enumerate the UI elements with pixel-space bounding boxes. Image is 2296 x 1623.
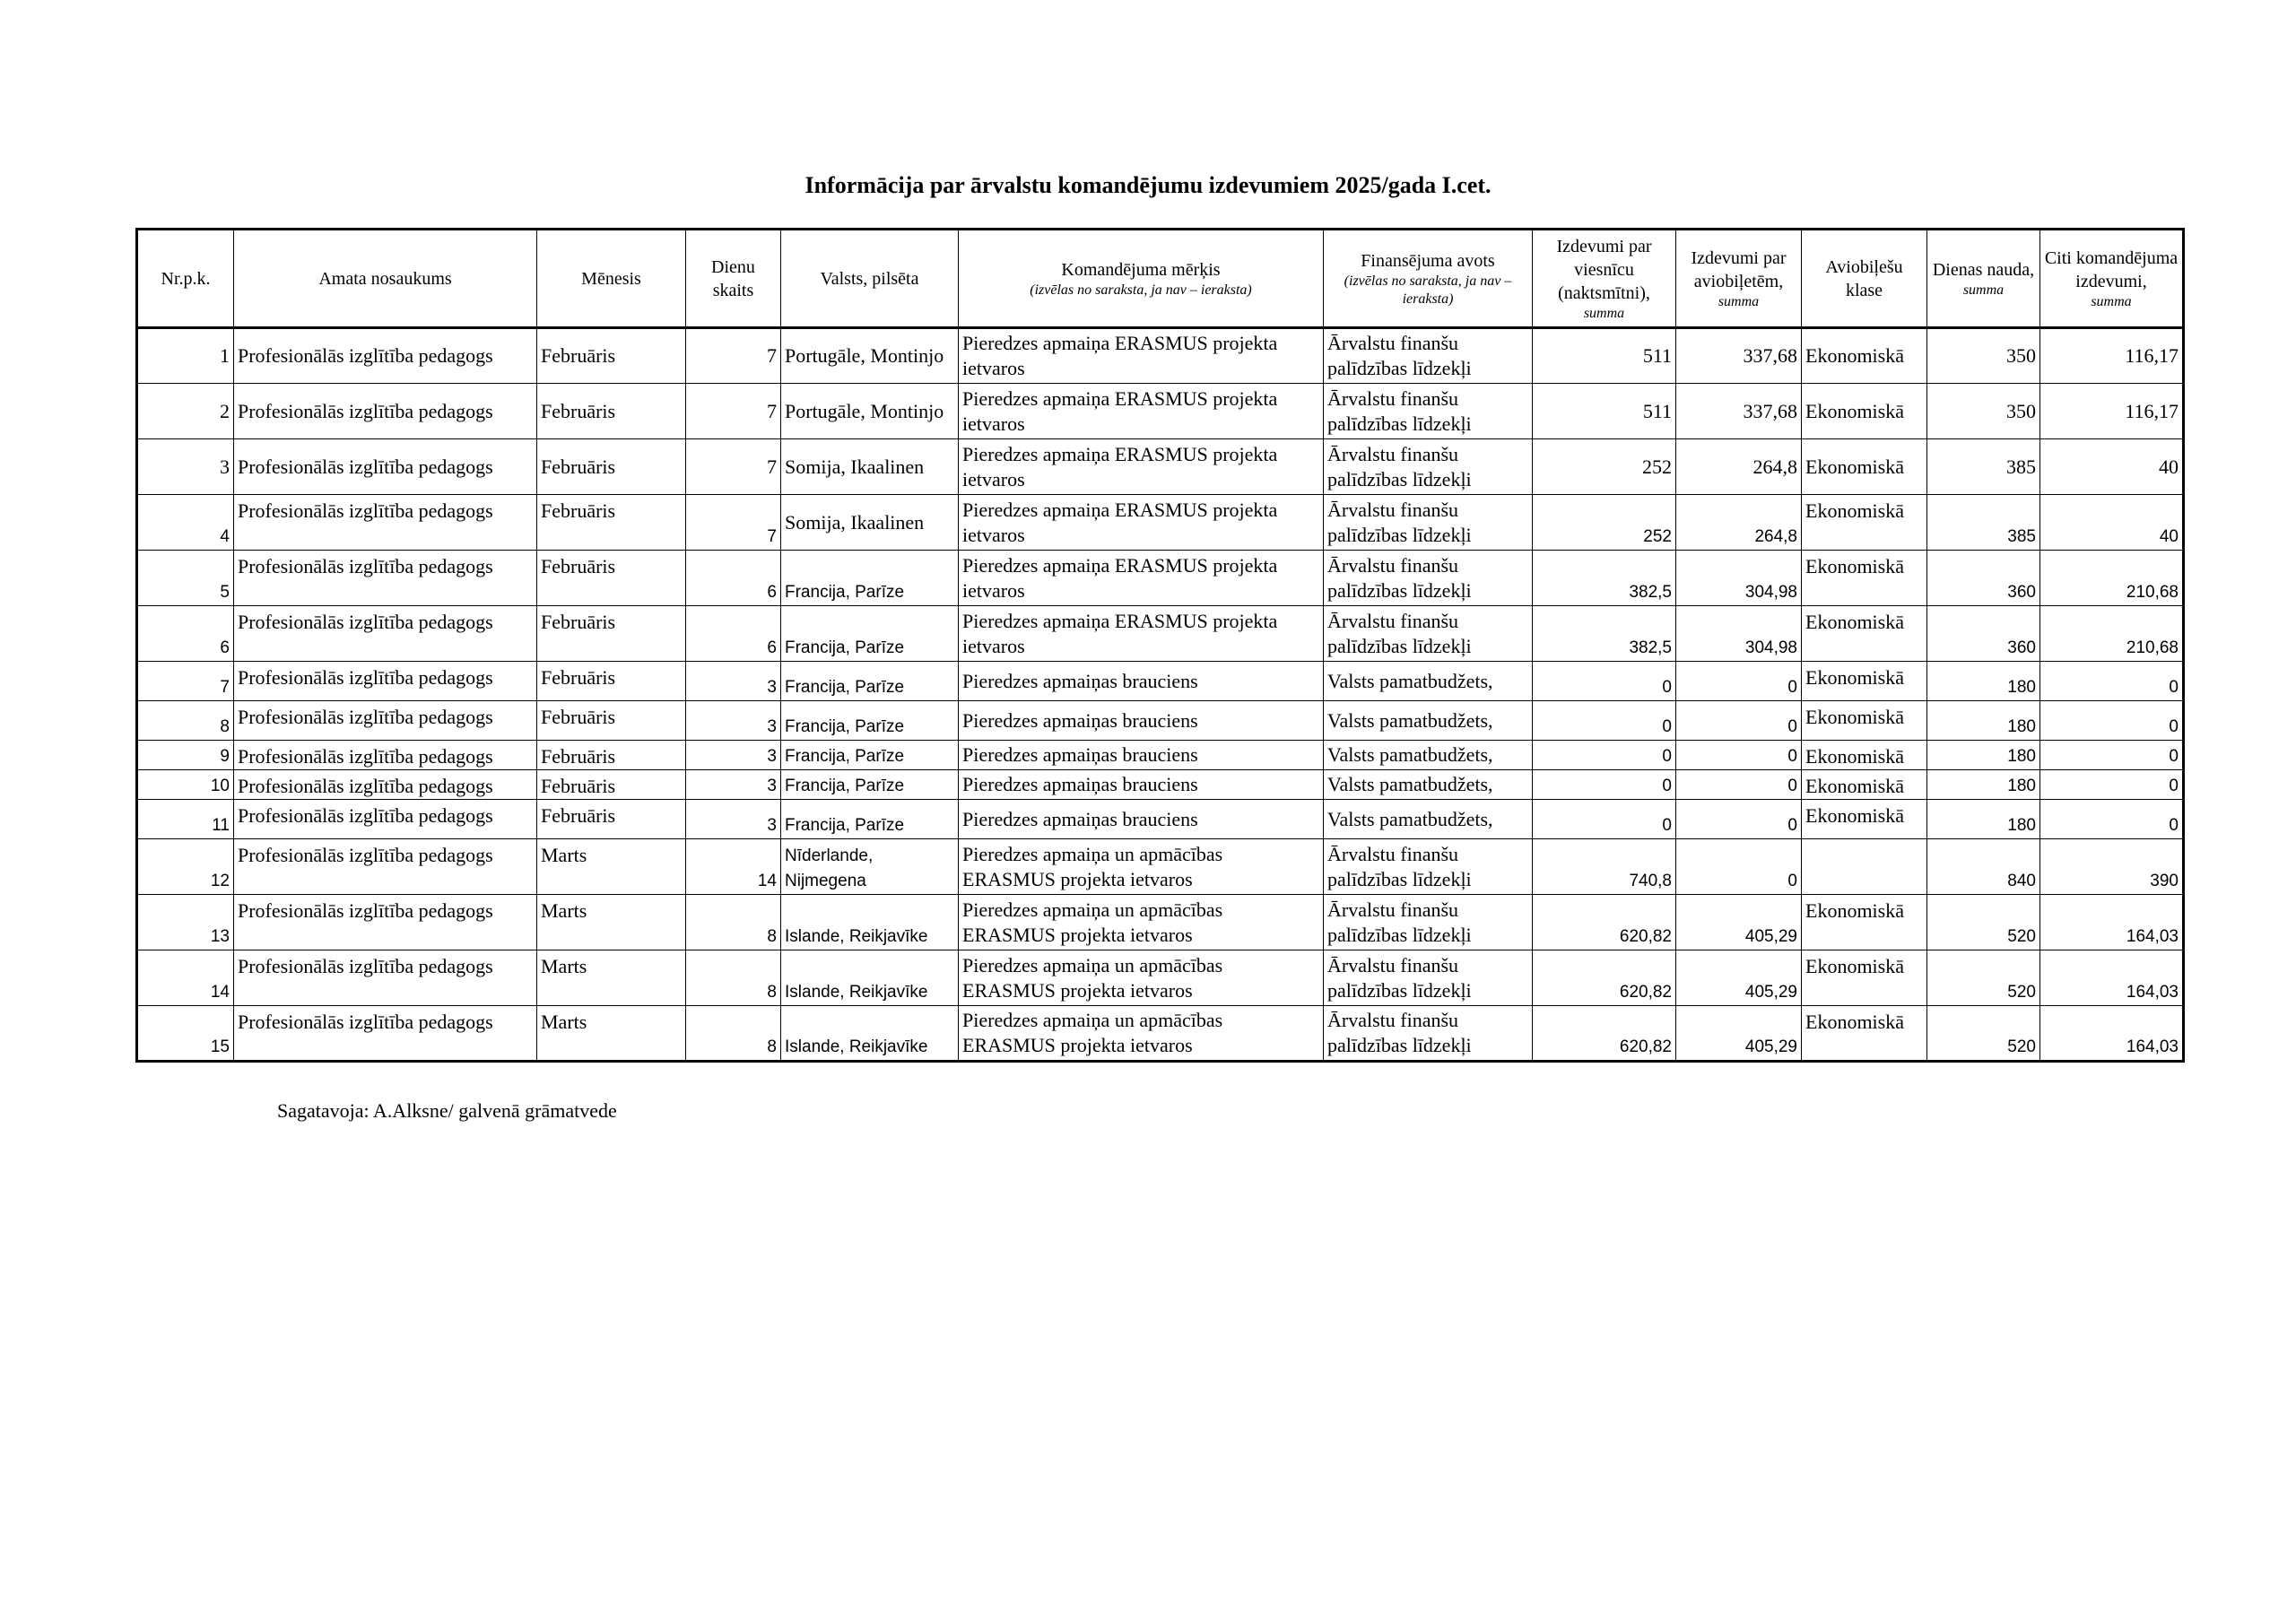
cell-amats: Profesionālās izglītība pedagogs: [234, 770, 537, 800]
cell-citi: 40: [2040, 439, 2184, 495]
cell-viesnica: 0: [1533, 662, 1676, 701]
cell-dienasnauda: 385: [1927, 495, 2040, 551]
header-valsts: Valsts, pilsēta: [781, 230, 959, 328]
cell-merkis: Pieredzes apmaiņa un apmācības ERASMUS projekta ietvaros: [959, 1006, 1324, 1062]
cell-valsts: Francija, Parīze: [781, 701, 959, 741]
cell-aviobiletes: 337,68: [1676, 384, 1802, 439]
cell-nr: 3: [137, 439, 234, 495]
table-row: [137, 606, 2184, 662]
table-row: [137, 701, 2184, 741]
cell-aviobiletes: 405,29: [1676, 895, 1802, 950]
cell-dienasnauda: 520: [1927, 895, 2040, 950]
cell-nr: 15: [137, 1006, 234, 1062]
cell-viesnica: 252: [1533, 495, 1676, 551]
cell-aviobiletes: 304,98: [1676, 606, 1802, 662]
header-dienasnauda-note: summa: [1962, 282, 2005, 298]
cell-avots: Ārvalstu finanšu palīdzības līdzekļi: [1324, 606, 1533, 662]
table-row: [137, 328, 2184, 384]
cell-aviobiletes: 264,8: [1676, 495, 1802, 551]
header-avots: [1324, 230, 1533, 328]
cell-viesnica: 511: [1533, 384, 1676, 439]
cell-citi: 0: [2040, 741, 2184, 770]
cell-merkis: Pieredzes apmaiņa un apmācības ERASMUS projekta ietvaros: [959, 950, 1324, 1006]
cell-menesis: Februāris: [537, 384, 686, 439]
cell-dienasnauda: 360: [1927, 606, 2040, 662]
cell-aviobiletes: 0: [1676, 770, 1802, 800]
cell-nr: 1: [137, 328, 234, 384]
cell-nr: 14: [137, 950, 234, 1006]
header-dienasnauda-label: Dienas nauda,: [1932, 259, 2035, 280]
cell-citi: 116,17: [2040, 384, 2184, 439]
cell-viesnica: 620,82: [1533, 1006, 1676, 1062]
header-citi-note: summa: [2091, 293, 2132, 309]
cell-viesnica: 252: [1533, 439, 1676, 495]
cell-nr: 8: [137, 701, 234, 741]
cell-dienas: 7: [686, 384, 781, 439]
cell-aviobiletes: 405,29: [1676, 950, 1802, 1006]
cell-valsts: Somija, Ikaalinen: [781, 439, 959, 495]
cell-viesnica: 620,82: [1533, 950, 1676, 1006]
cell-viesnica: 0: [1533, 741, 1676, 770]
cell-merkis: Pieredzes apmaiņa un apmācības ERASMUS projekta ietvaros: [959, 839, 1324, 895]
cell-viesnica: 0: [1533, 800, 1676, 839]
cell-merkis: Pieredzes apmaiņa ERASMUS projekta ietvaros: [959, 495, 1324, 551]
header-merkis-note: (izvēlas no saraksta, ja nav – ieraksta): [1030, 282, 1252, 298]
header-aviobiletes-note: summa: [1718, 293, 1760, 309]
cell-amats: Profesionālās izglītība pedagogs: [234, 800, 537, 839]
table-row: [137, 895, 2184, 950]
cell-valsts: Francija, Parīze: [781, 800, 959, 839]
cell-amats: Profesionālās izglītība pedagogs: [234, 950, 537, 1006]
cell-nr: 9: [137, 741, 234, 770]
cell-menesis: Februāris: [537, 551, 686, 606]
header-viesnica-note: summa: [1583, 305, 1625, 321]
cell-klase: Ekonomiskā: [1802, 384, 1927, 439]
cell-nr: 5: [137, 551, 234, 606]
cell-menesis: Februāris: [537, 606, 686, 662]
header-row: [137, 230, 2184, 328]
cell-avots: Ārvalstu finanšu palīdzības līdzekļi: [1324, 328, 1533, 384]
cell-valsts: Islande, Reikjavīke: [781, 950, 959, 1006]
cell-menesis: Februāris: [537, 328, 686, 384]
table-row: [137, 839, 2184, 895]
table-row: [137, 384, 2184, 439]
cell-amats: Profesionālās izglītība pedagogs: [234, 839, 537, 895]
cell-merkis: Pieredzes apmaiņas brauciens: [959, 800, 1324, 839]
cell-menesis: Marts: [537, 950, 686, 1006]
cell-avots: Ārvalstu finanšu palīdzības līdzekļi: [1324, 495, 1533, 551]
cell-valsts: Islande, Reikjavīke: [781, 1006, 959, 1062]
cell-nr: 13: [137, 895, 234, 950]
cell-aviobiletes: 405,29: [1676, 1006, 1802, 1062]
cell-merkis: Pieredzes apmaiņas brauciens: [959, 701, 1324, 741]
cell-dienasnauda: 385: [1927, 439, 2040, 495]
header-merkis: [959, 230, 1324, 328]
cell-klase: Ekonomiskā: [1802, 950, 1927, 1006]
cell-dienasnauda: 520: [1927, 950, 2040, 1006]
cell-dienasnauda: 520: [1927, 1006, 2040, 1062]
cell-citi: 0: [2040, 770, 2184, 800]
cell-klase: Ekonomiskā: [1802, 895, 1927, 950]
cell-citi: 0: [2040, 800, 2184, 839]
cell-merkis: Pieredzes apmaiņa ERASMUS projekta ietvaros: [959, 606, 1324, 662]
header-aviobiletes: [1676, 230, 1802, 328]
table-body: [137, 328, 2184, 1062]
cell-dienasnauda: 180: [1927, 741, 2040, 770]
cell-nr: 10: [137, 770, 234, 800]
cell-amats: Profesionālās izglītība pedagogs: [234, 439, 537, 495]
cell-amats: Profesionālās izglītība pedagogs: [234, 701, 537, 741]
table-row: [137, 770, 2184, 800]
cell-valsts: Francija, Parīze: [781, 662, 959, 701]
cell-amats: Profesionālās izglītība pedagogs: [234, 606, 537, 662]
cell-dienas: 7: [686, 328, 781, 384]
cell-amats: Profesionālās izglītība pedagogs: [234, 895, 537, 950]
cell-menesis: Februāris: [537, 800, 686, 839]
cell-valsts: Portugāle, Montinjo: [781, 328, 959, 384]
cell-klase: Ekonomiskā: [1802, 606, 1927, 662]
cell-dienas: 8: [686, 1006, 781, 1062]
cell-valsts: Francija, Parīze: [781, 770, 959, 800]
prepared-by: Sagatavoja: A.Alksne/ galvenā grāmatvede: [277, 1099, 617, 1122]
cell-viesnica: 740,8: [1533, 839, 1676, 895]
cell-citi: 40: [2040, 495, 2184, 551]
cell-valsts: Francija, Parīze: [781, 606, 959, 662]
page-title: Informācija par ārvalstu komandējumu izdevumiem 2025/gada I.cet.: [804, 172, 1492, 198]
table-row: [137, 950, 2184, 1006]
cell-amats: Profesionālās izglītība pedagogs: [234, 1006, 537, 1062]
cell-valsts: Nīderlande, Nijmegena: [781, 839, 959, 895]
cell-dienasnauda: 350: [1927, 384, 2040, 439]
cell-menesis: Februāris: [537, 741, 686, 770]
cell-dienas: 3: [686, 662, 781, 701]
header-avots-note: (izvēlas no saraksta, ja nav – ieraksta): [1344, 273, 1512, 307]
header-amats: Amata nosaukums: [234, 230, 537, 328]
cell-dienasnauda: 180: [1927, 662, 2040, 701]
cell-avots: Ārvalstu finanšu palīdzības līdzekļi: [1324, 1006, 1533, 1062]
cell-menesis: Marts: [537, 895, 686, 950]
table-row: [137, 551, 2184, 606]
cell-avots: Valsts pamatbudžets,: [1324, 770, 1533, 800]
cell-citi: 390: [2040, 839, 2184, 895]
cell-viesnica: 620,82: [1533, 895, 1676, 950]
cell-avots: Ārvalstu finanšu palīdzības līdzekļi: [1324, 551, 1533, 606]
header-merkis-label: Komandējuma mērķis: [1061, 259, 1221, 280]
cell-menesis: Februāris: [537, 439, 686, 495]
cell-citi: 164,03: [2040, 1006, 2184, 1062]
cell-valsts: Francija, Parīze: [781, 551, 959, 606]
cell-avots: Valsts pamatbudžets,: [1324, 701, 1533, 741]
cell-dienasnauda: 350: [1927, 328, 2040, 384]
cell-klase: Ekonomiskā: [1802, 439, 1927, 495]
cell-avots: Valsts pamatbudžets,: [1324, 741, 1533, 770]
header-viesnica-label: Izdevumi par viesnīcu (naktsmītni),: [1556, 236, 1652, 303]
cell-amats: Profesionālās izglītība pedagogs: [234, 495, 537, 551]
cell-avots: Ārvalstu finanšu palīdzības līdzekļi: [1324, 950, 1533, 1006]
header-citi-label: Citi komandējuma izdevumi,: [2044, 247, 2179, 291]
cell-citi: 210,68: [2040, 606, 2184, 662]
cell-nr: 7: [137, 662, 234, 701]
cell-klase: Ekonomiskā: [1802, 662, 1927, 701]
cell-avots: Valsts pamatbudžets,: [1324, 800, 1533, 839]
header-klase: Aviobiļešu klase: [1802, 230, 1927, 328]
cell-avots: Ārvalstu finanšu palīdzības līdzekļi: [1324, 384, 1533, 439]
cell-citi: 164,03: [2040, 950, 2184, 1006]
cell-aviobiletes: 0: [1676, 662, 1802, 701]
cell-citi: 164,03: [2040, 895, 2184, 950]
cell-viesnica: 382,5: [1533, 606, 1676, 662]
cell-nr: 4: [137, 495, 234, 551]
cell-avots: Valsts pamatbudžets,: [1324, 662, 1533, 701]
header-menesis: Mēnesis: [537, 230, 686, 328]
cell-dienas: 3: [686, 770, 781, 800]
cell-klase: Ekonomiskā: [1802, 551, 1927, 606]
cell-klase: Ekonomiskā: [1802, 770, 1927, 800]
cell-dienas: 6: [686, 551, 781, 606]
cell-citi: 210,68: [2040, 551, 2184, 606]
cell-menesis: Februāris: [537, 662, 686, 701]
cell-dienas: 3: [686, 741, 781, 770]
cell-merkis: Pieredzes apmaiņa ERASMUS projekta ietvaros: [959, 551, 1324, 606]
cell-dienas: 3: [686, 800, 781, 839]
cell-aviobiletes: 304,98: [1676, 551, 1802, 606]
cell-avots: Ārvalstu finanšu palīdzības līdzekļi: [1324, 895, 1533, 950]
header-citi: [2040, 230, 2184, 328]
cell-klase: Ekonomiskā: [1802, 495, 1927, 551]
cell-amats: Profesionālās izglītība pedagogs: [234, 662, 537, 701]
expense-table: [135, 228, 2185, 1063]
cell-dienas: 8: [686, 895, 781, 950]
header-dienas: Dienu skaits: [686, 230, 781, 328]
table-row: [137, 741, 2184, 770]
header-aviobiletes-label: Izdevumi par aviobiļetēm,: [1691, 247, 1787, 291]
cell-nr: 2: [137, 384, 234, 439]
cell-nr: 11: [137, 800, 234, 839]
cell-merkis: Pieredzes apmaiņa un apmācības ERASMUS projekta ietvaros: [959, 895, 1324, 950]
cell-citi: 116,17: [2040, 328, 2184, 384]
cell-viesnica: 511: [1533, 328, 1676, 384]
cell-aviobiletes: 0: [1676, 741, 1802, 770]
cell-dienasnauda: 360: [1927, 551, 2040, 606]
cell-klase: Ekonomiskā: [1802, 701, 1927, 741]
cell-viesnica: 0: [1533, 701, 1676, 741]
table-row: [137, 439, 2184, 495]
cell-valsts: Portugāle, Montinjo: [781, 384, 959, 439]
cell-klase: [1802, 839, 1927, 895]
table-row: [137, 1006, 2184, 1062]
table-row: [137, 800, 2184, 839]
cell-klase: Ekonomiskā: [1802, 741, 1927, 770]
cell-avots: Ārvalstu finanšu palīdzības līdzekļi: [1324, 439, 1533, 495]
cell-dienas: 8: [686, 950, 781, 1006]
cell-citi: 0: [2040, 662, 2184, 701]
cell-aviobiletes: 0: [1676, 800, 1802, 839]
cell-klase: Ekonomiskā: [1802, 328, 1927, 384]
cell-merkis: Pieredzes apmaiņas brauciens: [959, 662, 1324, 701]
cell-avots: Ārvalstu finanšu palīdzības līdzekļi: [1324, 839, 1533, 895]
cell-amats: Profesionālās izglītība pedagogs: [234, 741, 537, 770]
cell-aviobiletes: 337,68: [1676, 328, 1802, 384]
header-avots-label: Finansējuma avots: [1361, 250, 1495, 271]
cell-menesis: Februāris: [537, 495, 686, 551]
cell-valsts: Somija, Ikaalinen: [781, 495, 959, 551]
cell-dienasnauda: 180: [1927, 770, 2040, 800]
cell-aviobiletes: 264,8: [1676, 439, 1802, 495]
cell-viesnica: 0: [1533, 770, 1676, 800]
cell-dienasnauda: 180: [1927, 800, 2040, 839]
header-viesnica: [1533, 230, 1676, 328]
table-row: [137, 495, 2184, 551]
cell-valsts: Islande, Reikjavīke: [781, 895, 959, 950]
cell-merkis: Pieredzes apmaiņa ERASMUS projekta ietvaros: [959, 384, 1324, 439]
cell-menesis: Marts: [537, 1006, 686, 1062]
cell-valsts: Francija, Parīze: [781, 741, 959, 770]
cell-dienas: 6: [686, 606, 781, 662]
cell-amats: Profesionālās izglītība pedagogs: [234, 551, 537, 606]
cell-klase: Ekonomiskā: [1802, 800, 1927, 839]
cell-amats: Profesionālās izglītība pedagogs: [234, 384, 537, 439]
cell-menesis: Februāris: [537, 770, 686, 800]
cell-merkis: Pieredzes apmaiņa ERASMUS projekta ietvaros: [959, 439, 1324, 495]
cell-nr: 12: [137, 839, 234, 895]
table-row: [137, 662, 2184, 701]
cell-amats: Profesionālās izglītība pedagogs: [234, 328, 537, 384]
cell-citi: 0: [2040, 701, 2184, 741]
header-dienasnauda: [1927, 230, 2040, 328]
cell-dienas: 7: [686, 439, 781, 495]
cell-merkis: Pieredzes apmaiņas brauciens: [959, 770, 1324, 800]
cell-menesis: Marts: [537, 839, 686, 895]
cell-merkis: Pieredzes apmaiņas brauciens: [959, 741, 1324, 770]
cell-aviobiletes: 0: [1676, 701, 1802, 741]
cell-klase: Ekonomiskā: [1802, 1006, 1927, 1062]
cell-dienas: 3: [686, 701, 781, 741]
cell-nr: 6: [137, 606, 234, 662]
cell-dienas: 14: [686, 839, 781, 895]
cell-dienasnauda: 180: [1927, 701, 2040, 741]
cell-dienas: 7: [686, 495, 781, 551]
cell-aviobiletes: 0: [1676, 839, 1802, 895]
cell-dienasnauda: 840: [1927, 839, 2040, 895]
cell-viesnica: 382,5: [1533, 551, 1676, 606]
cell-menesis: Februāris: [537, 701, 686, 741]
header-nr: Nr.p.k.: [137, 230, 234, 328]
cell-merkis: Pieredzes apmaiņa ERASMUS projekta ietvaros: [959, 328, 1324, 384]
